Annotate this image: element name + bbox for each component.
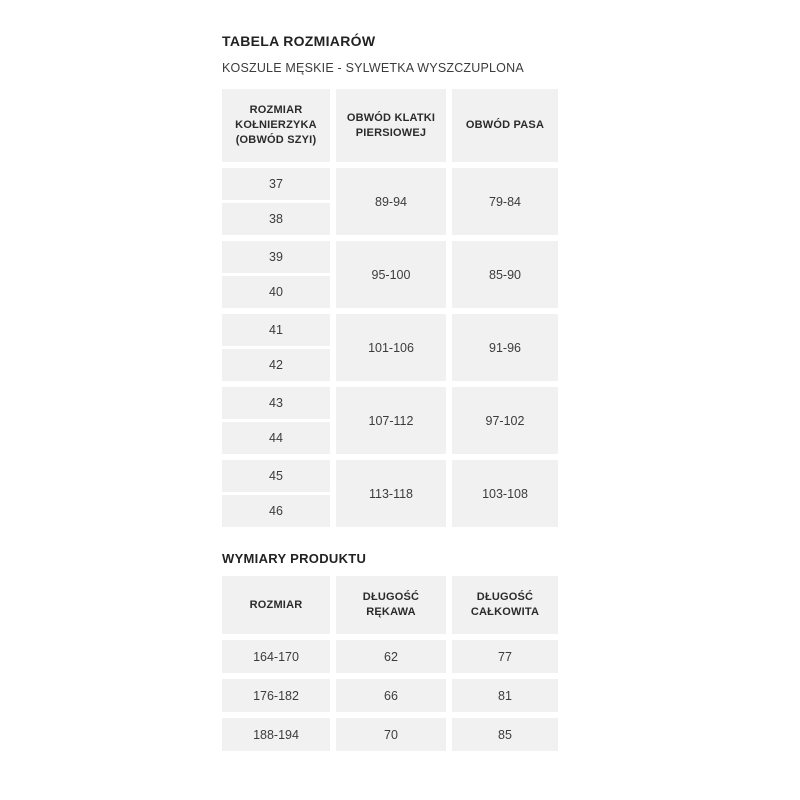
product-dimensions-title: WYMIARY PRODUKTU <box>222 551 367 566</box>
collar-size-pair <box>222 460 330 527</box>
header-size: ROZMIAR <box>222 576 330 634</box>
table-header-row <box>222 89 558 162</box>
table-row <box>222 168 558 235</box>
collar-size-table <box>222 89 558 527</box>
waist-value: 85-90 <box>452 241 558 308</box>
collar-size-value: 38 <box>222 203 330 235</box>
page-subtitle: KOSZULE MĘSKIE - SYLWETKA WYSZCZUPLONA <box>222 61 524 75</box>
product-dimensions-table <box>222 576 558 751</box>
sleeve-length-value: 66 <box>336 679 446 712</box>
chest-value: 101-106 <box>336 314 446 381</box>
sleeve-length-value: 70 <box>336 718 446 751</box>
waist-value: 91-96 <box>452 314 558 381</box>
collar-size-value: 37 <box>222 168 330 200</box>
collar-size-pair <box>222 387 330 454</box>
chest-value: 113-118 <box>336 460 446 527</box>
collar-size-pair <box>222 168 330 235</box>
collar-size-value: 40 <box>222 276 330 308</box>
collar-size-value: 39 <box>222 241 330 273</box>
collar-size-value: 41 <box>222 314 330 346</box>
collar-size-value: 46 <box>222 495 330 527</box>
header-waist-circumference: OBWÓD PASA <box>452 89 558 162</box>
size-value: 188-194 <box>222 718 330 751</box>
table-row <box>222 679 558 712</box>
chest-value: 107-112 <box>336 387 446 454</box>
table-header-row <box>222 576 558 634</box>
waist-value: 103-108 <box>452 460 558 527</box>
header-total-length: DŁUGOŚĆ CAŁKOWITA <box>452 576 558 634</box>
chest-value: 95-100 <box>336 241 446 308</box>
chest-value: 89-94 <box>336 168 446 235</box>
table-row <box>222 241 558 308</box>
table-row <box>222 640 558 673</box>
table-row <box>222 718 558 751</box>
collar-size-value: 45 <box>222 460 330 492</box>
collar-size-value: 43 <box>222 387 330 419</box>
waist-value: 97-102 <box>452 387 558 454</box>
collar-size-pair <box>222 241 330 308</box>
sleeve-length-value: 62 <box>336 640 446 673</box>
total-length-value: 85 <box>452 718 558 751</box>
total-length-value: 77 <box>452 640 558 673</box>
page-title: TABELA ROZMIARÓW <box>222 33 376 49</box>
collar-size-pair <box>222 314 330 381</box>
header-sleeve-length: DŁUGOŚĆ RĘKAWA <box>336 576 446 634</box>
header-collar-size: ROZMIAR KOŁNIERZYKA (OBWÓD SZYI) <box>222 89 330 162</box>
collar-size-value: 44 <box>222 422 330 454</box>
waist-value: 79-84 <box>452 168 558 235</box>
header-chest-circumference: OBWÓD KLATKI PIERSIOWEJ <box>336 89 446 162</box>
table-row <box>222 460 558 527</box>
size-value: 176-182 <box>222 679 330 712</box>
table-row <box>222 314 558 381</box>
size-value: 164-170 <box>222 640 330 673</box>
collar-size-value: 42 <box>222 349 330 381</box>
total-length-value: 81 <box>452 679 558 712</box>
size-chart-sheet <box>222 33 558 757</box>
table-row <box>222 387 558 454</box>
